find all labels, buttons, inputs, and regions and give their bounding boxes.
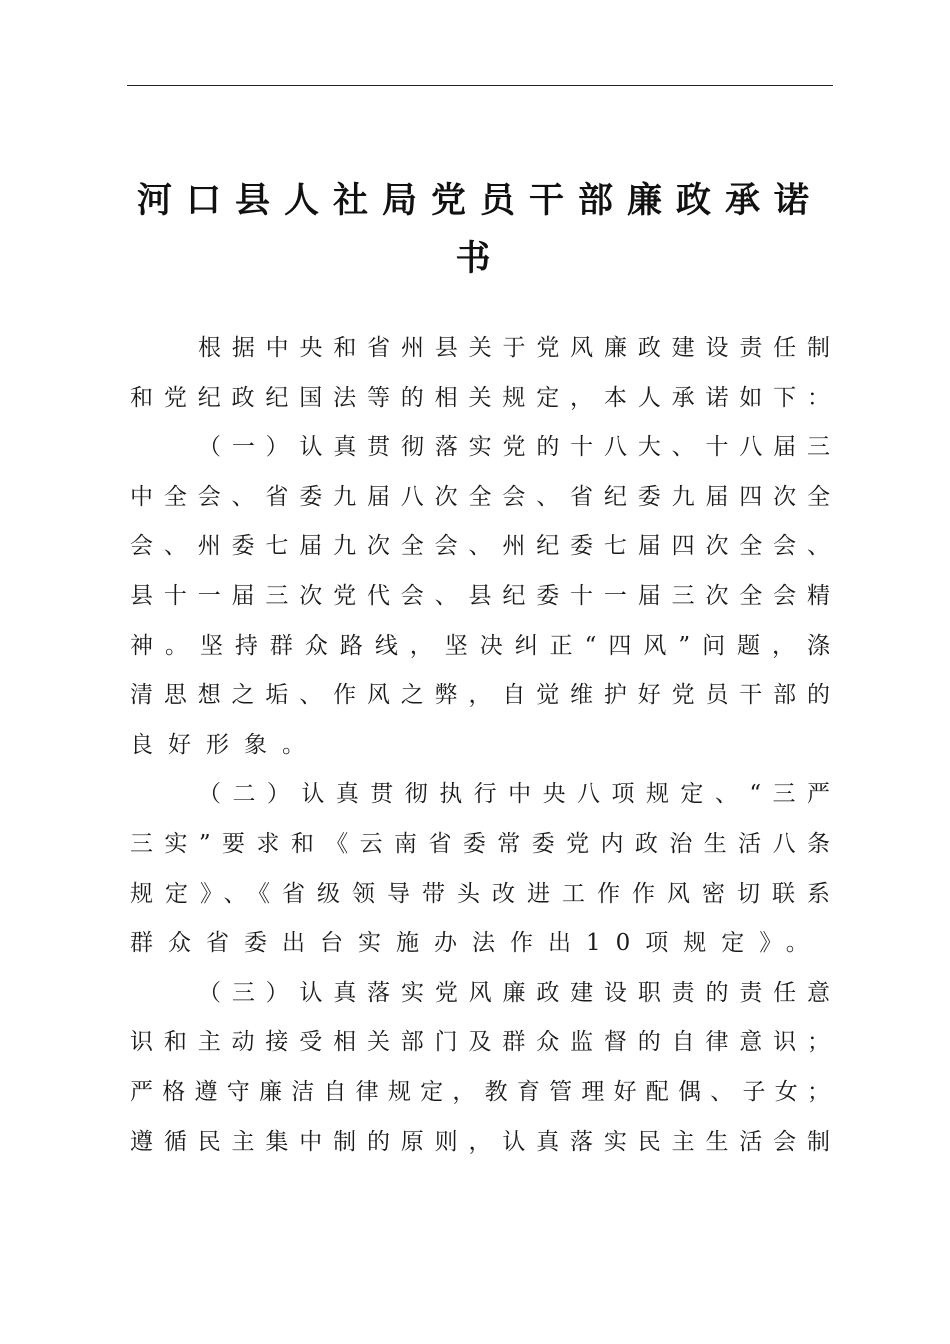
- text-line: 会、州委七届九次全会、州纪委七届四次全会、: [130, 533, 830, 560]
- paragraph-item-2: [130, 770, 830, 968]
- text-line: 三实”要求和《云南省委常委党内政治生活八条: [130, 830, 830, 857]
- text-line: 清思想之垢、作风之弊，自觉维护好党员干部的: [130, 682, 830, 709]
- header-rule: [127, 85, 833, 86]
- text-line: 和党纪政纪国法等的相关规定，本人承诺如下：: [130, 384, 830, 411]
- text-line: 群众省委出台实施办法作出10项规定》。: [130, 930, 824, 957]
- text-line: 良好形象。: [130, 731, 320, 758]
- text-line: 遵循民主集中制的原则，认真落实民主生活会制: [130, 1128, 830, 1155]
- paragraph-item-1: [130, 423, 830, 770]
- text-line: 根据中央和省州县关于党风廉政建设责任制: [198, 335, 830, 361]
- title-line-1: 河口县人社局党员干部廉政承诺: [136, 180, 823, 221]
- text-line: （三）认真落实党风廉政建设职责的责任意: [198, 979, 830, 1006]
- text-line: 神。坚持群众路线，坚决纠正“四风”问题，涤: [130, 632, 830, 659]
- text-line: 规定》、《省级领导带头改进工作作风密切联系: [130, 880, 830, 907]
- text-line: （一）认真贯彻落实党的十八大、十八届三: [198, 434, 830, 461]
- title-line-2: 书: [455, 238, 505, 279]
- text-line: 中全会、省委九届八次全会、省纪委九届四次全: [130, 483, 830, 510]
- text-line: 严格遵守廉洁自律规定，教育管理好配偶、子女；: [130, 1078, 830, 1105]
- text-line: 县十一届三次党代会、县纪委十一届三次全会精: [130, 582, 830, 609]
- document-title: [127, 172, 833, 288]
- paragraph-item-3: [130, 969, 830, 1167]
- document-body: [130, 324, 830, 1167]
- text-line: 识和主动接受相关部门及群众监督的自律意识；: [130, 1029, 830, 1056]
- paragraph-intro: [130, 324, 830, 423]
- text-line: （二）认真贯彻执行中央八项规定、“三严: [198, 781, 830, 808]
